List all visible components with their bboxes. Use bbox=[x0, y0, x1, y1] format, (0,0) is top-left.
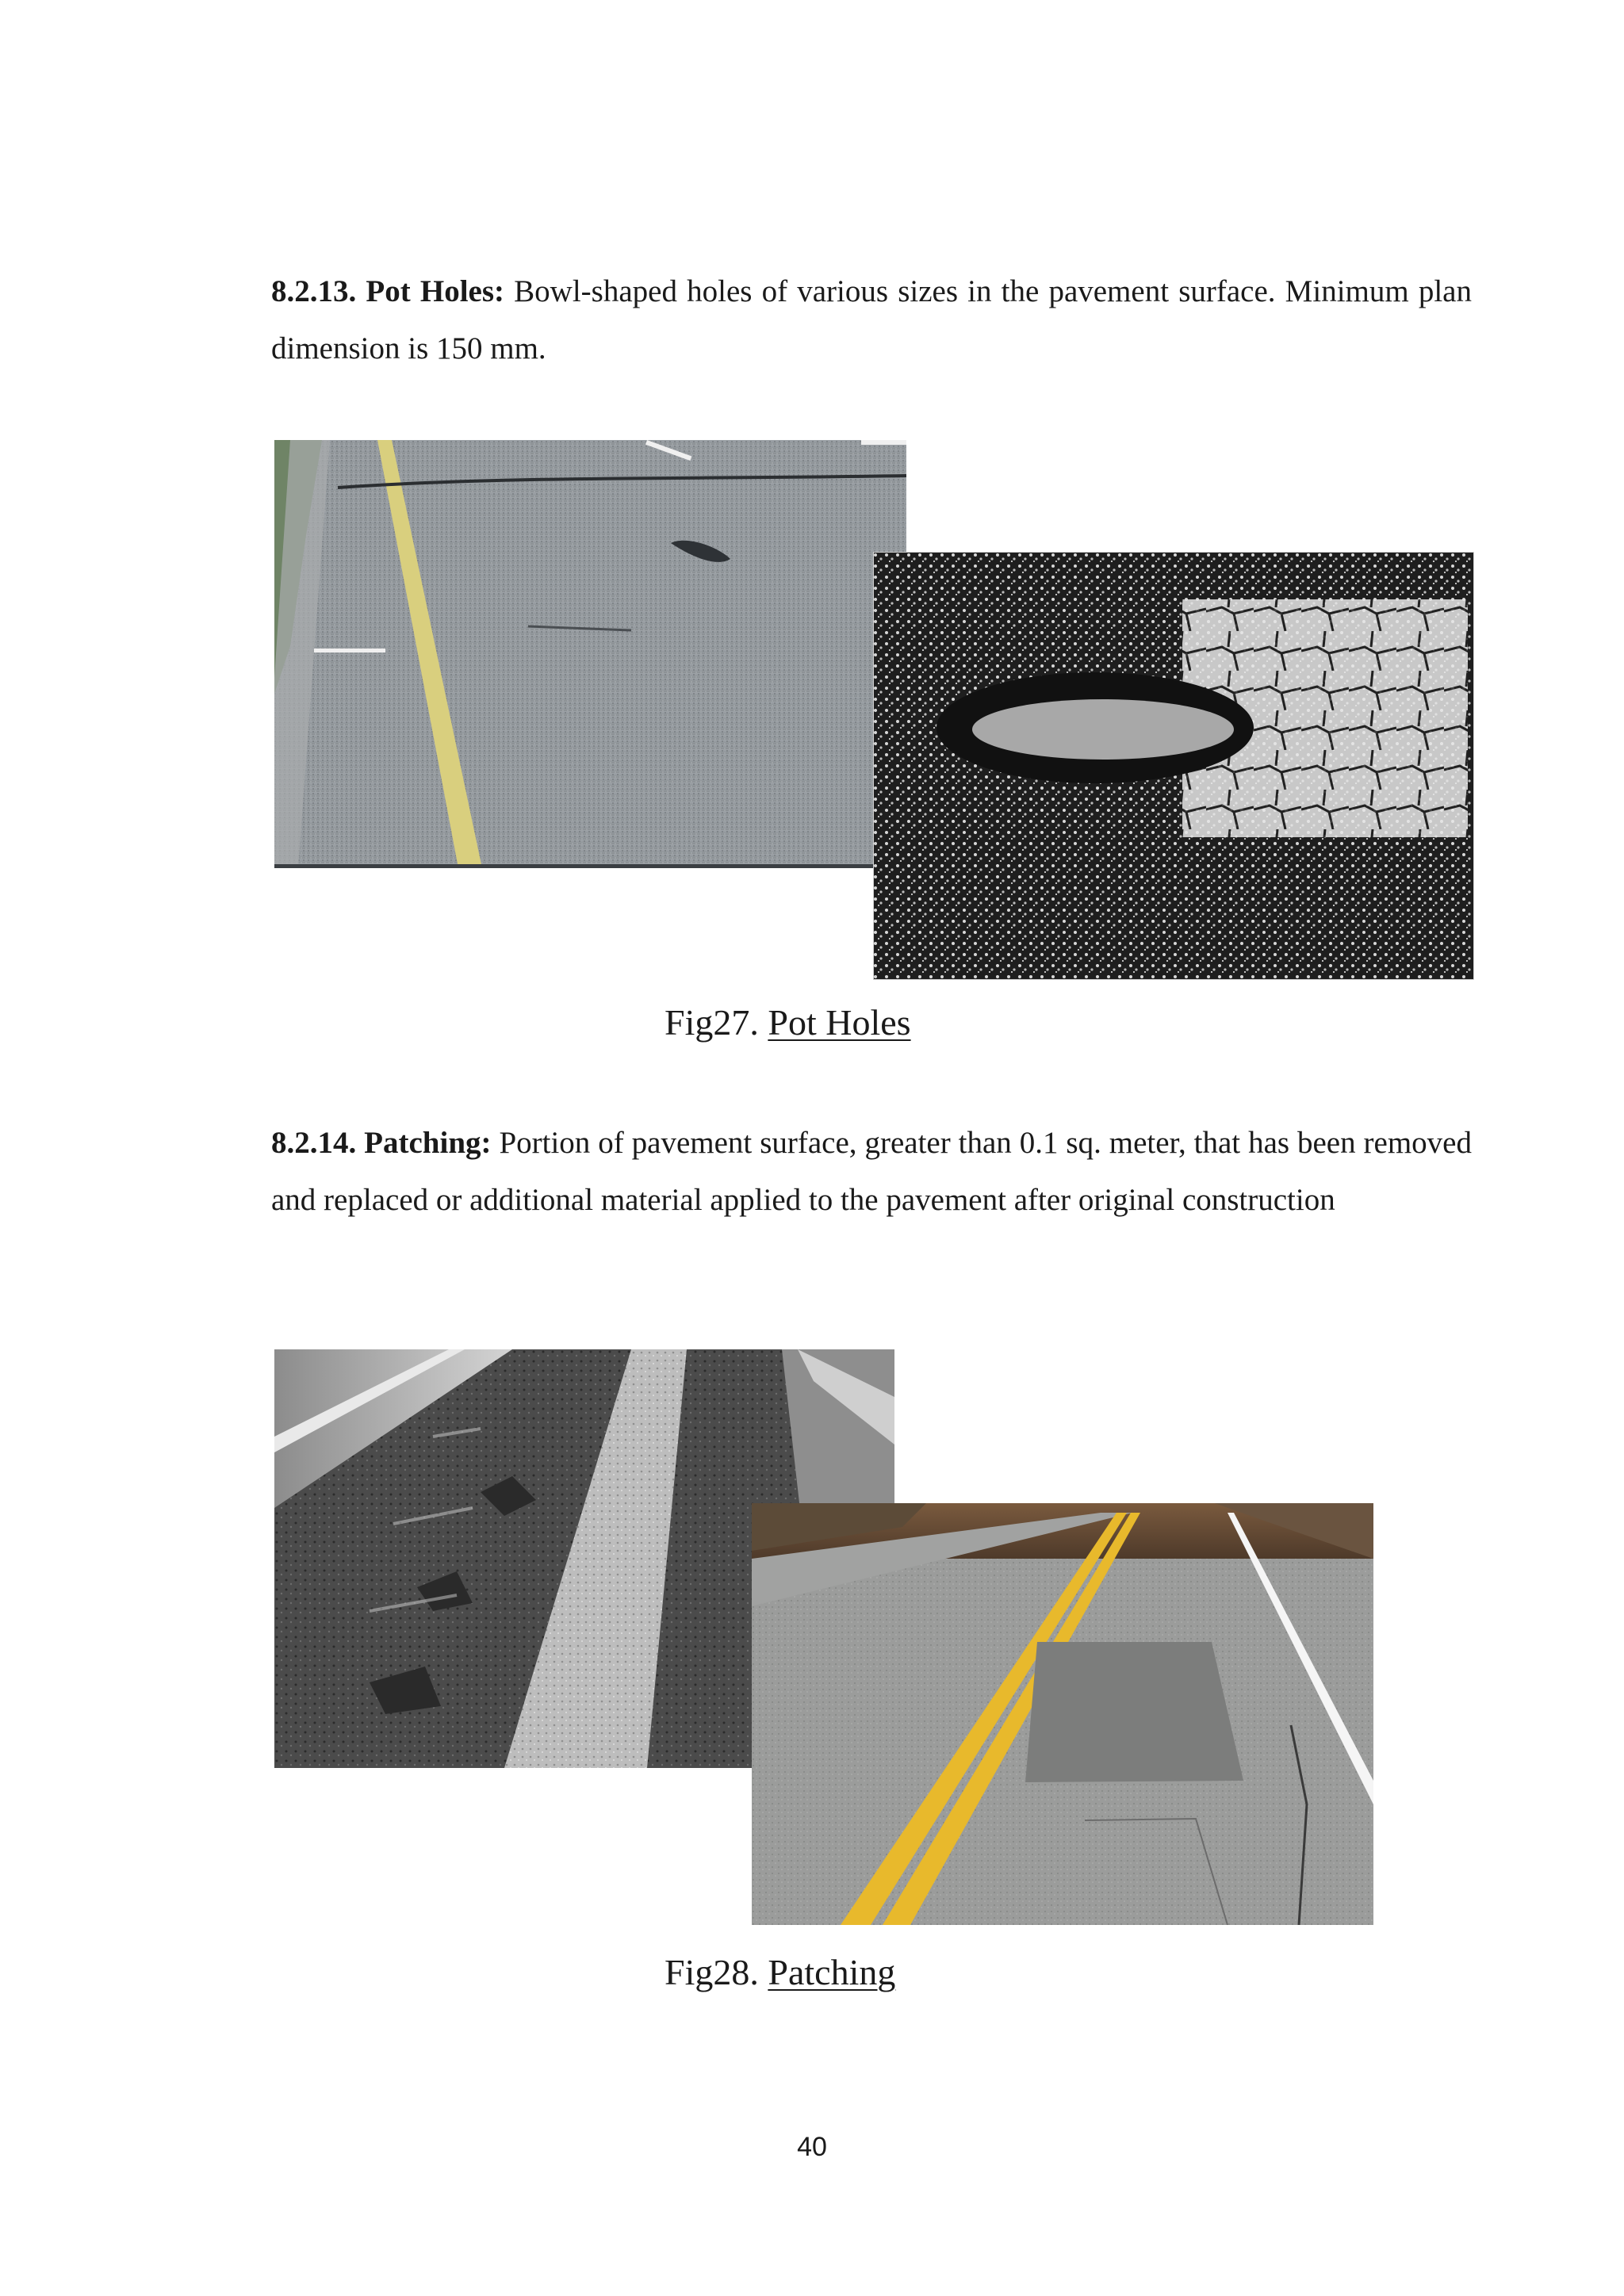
pot-holes-heading: 8.2.13. Pot Holes: bbox=[271, 274, 505, 308]
figure-27-label: Fig27. bbox=[665, 1002, 759, 1043]
figure-27-caption bbox=[665, 1001, 911, 1045]
patching-text: Portion of pavement surface, greater than 0.1 sq. meter, that has been removed and replaced or additional material applied to the pavement after original construction bbox=[271, 1126, 1472, 1217]
figure-28-title: Patching bbox=[768, 1952, 896, 1992]
pothole-closeup-bw-photo bbox=[873, 552, 1474, 980]
pot-holes-text: Bowl-shaped holes of various sizes in the pavement surface. Minimum plan dimension is 150 mm. bbox=[271, 274, 1472, 365]
figure-27-title: Pot Holes bbox=[768, 1002, 911, 1043]
patching-paragraph bbox=[271, 1115, 1472, 1229]
figure-28-label: Fig28. bbox=[665, 1952, 759, 1992]
patching-road-photo bbox=[752, 1503, 1373, 1925]
patching-heading: 8.2.14. Patching: bbox=[271, 1126, 492, 1160]
pot-holes-paragraph bbox=[271, 263, 1472, 377]
figure-28-caption bbox=[665, 1950, 895, 1995]
page-number: 40 bbox=[797, 2132, 827, 2162]
pothole-road-photo bbox=[274, 440, 906, 868]
